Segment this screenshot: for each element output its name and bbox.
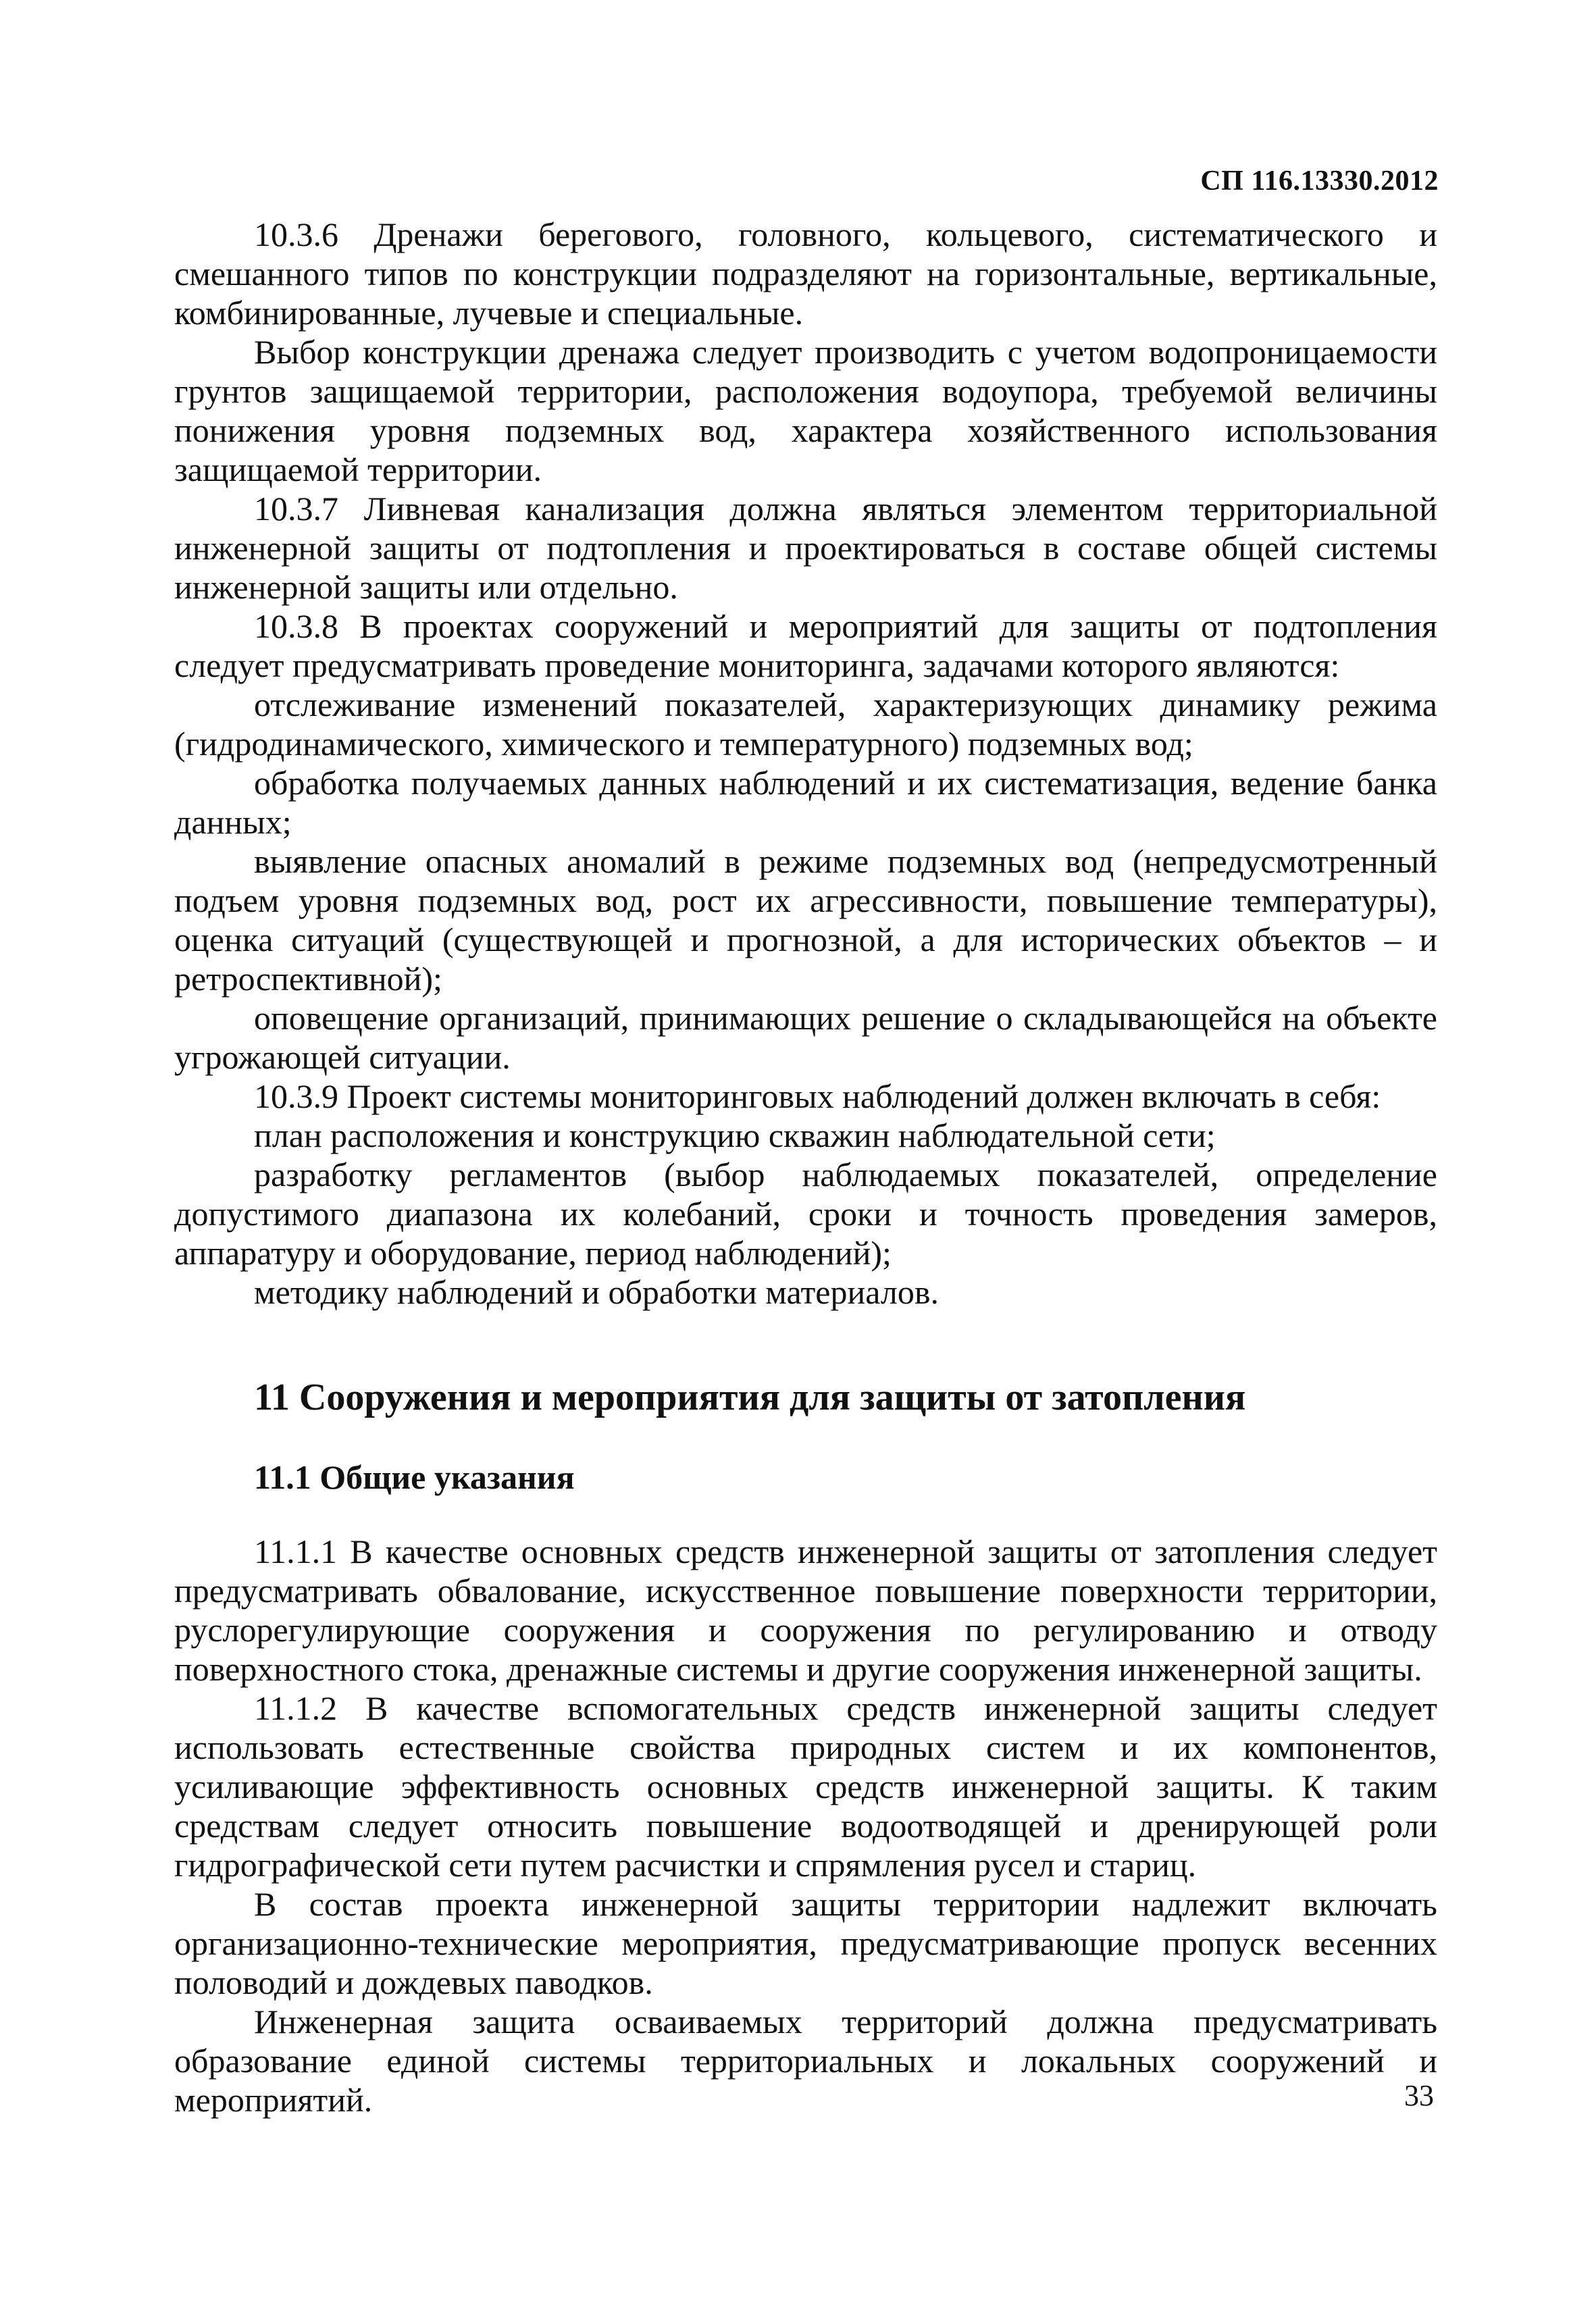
- page-body: [174, 215, 1437, 2119]
- section-heading: 11 Сооружения и мероприятия для защиты от затопления: [254, 1377, 1246, 1418]
- paragraph-drainage-choice: Выбор конструкции дренажа следует производить с учетом водопроницаемости грунтов защищаемой территории, расположения водоупора, требуемой величины понижения уровня подземных вод, характера хозяйственного использования защищаемой территории.: [174, 333, 1437, 488]
- list-item-anomalies: выявление опасных аномалий в режиме подземных вод (непредусмотренный подъем уровня подземных вод, рост их агрессивности, повышение температуры), оценка ситуаций (существующей и прогнозной, а для исторических объектов – и ретроспективной);: [174, 842, 1437, 998]
- subsection-heading: 11.1 Общие указания: [254, 1458, 575, 1496]
- paragraph-10-3-7: 10.3.7 Ливневая канализация должна являться элементом территориальной инженерной защиты от подтопления и проектироваться в составе общей системы инженерной защиты или отдельно.: [174, 490, 1437, 606]
- paragraph-10-3-6: 10.3.6 Дренажи берегового, головного, кольцевого, систематического и смешанного типов по конструкции подразделяют на горизонтальные, вертикальные, комбинированные, лучевые и специальные.: [174, 215, 1437, 332]
- paragraph-11-1-2: 11.1.2 В качестве вспомогательных средств инженерной защиты следует использовать естественные свойства природных систем и их компонентов, усиливающие эффективность основных средств инженерной защиты. К таким средствам следует относить повышение водоотводящей и дренирующей роли гидрографической сети путем расчистки и спрямления русел и стариц.: [174, 1689, 1437, 1884]
- list-item-tracking: отслеживание изменений показателей, характеризующих динамику режима (гидродинамического, химического и температурного) подземных вод;: [174, 686, 1437, 763]
- page-number: 33: [1404, 2079, 1434, 2112]
- list-item-methodology: методику наблюдений и обработки материалов.: [254, 1273, 939, 1311]
- paragraph-10-3-9: 10.3.9 Проект системы мониторинговых наблюдений должен включать в себя:: [254, 1077, 1381, 1115]
- list-item-processing: обработка получаемых данных наблюдений и их систематизация, ведение банка данных;: [174, 764, 1437, 841]
- list-item-notification: оповещение организаций, принимающих решение о складывающейся на объекте угрожающей ситуации.: [174, 999, 1437, 1076]
- document-code: СП 116.13330.2012: [1200, 165, 1439, 197]
- list-item-well-plan: план расположения и конструкцию скважин наблюдательной сети;: [254, 1116, 1216, 1154]
- paragraph-project-composition: В состав проекта инженерной защиты территории надлежит включать организационно-технические мероприятия, предусматривающие пропуск весенних половодий и дождевых паводков.: [174, 1885, 1437, 2001]
- paragraph-10-3-8: 10.3.8 В проектах сооружений и мероприятий для защиты от подтопления следует предусматривать проведение мониторинга, задачами которого являются:: [174, 607, 1437, 684]
- list-item-regulations: разработку регламентов (выбор наблюдаемых показателей, определение допустимого диапазона их колебаний, сроки и точность проведения замеров, аппаратуру и оборудование, период наблюдений);: [174, 1156, 1437, 1272]
- paragraph-11-1-1: 11.1.1 В качестве основных средств инженерной защиты от затопления следует предусматривать обвалование, искусственное повышение поверхности территории, руслорегулирующие сооружения и сооружения по регулированию и отводу поверхностного стока, дренажные системы и другие сооружения инженерной защиты.: [174, 1533, 1437, 1688]
- paragraph-engineering-protection: Инженерная защита осваиваемых территорий должна предусматривать образование единой системы территориальных и локальных сооружений и мероприятий.: [174, 2003, 1437, 2119]
